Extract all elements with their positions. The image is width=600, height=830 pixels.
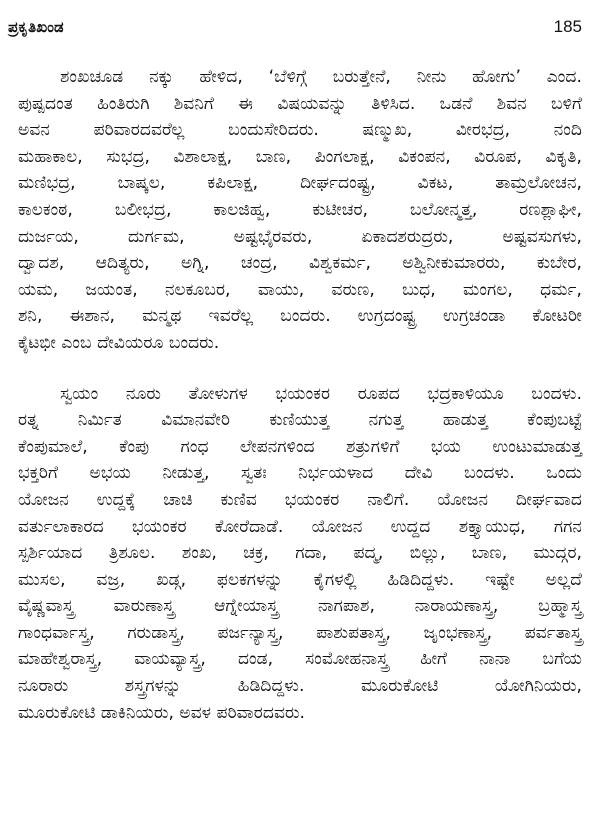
text-line: ಕೈಟಭೀ ಎಂಬ ದೇವಿಯರೂ ಬಂದರು. [18,332,220,353]
text-line: ಭಕ್ತರಿಗೆ ಅಭಯ ನೀಡುತ್ತ, ಸ್ವತಃ ನಿರ್ಭಯಳಾದ ದೇವಿ ಬಂದಳು. ಒಂದು [18,463,582,484]
page-number: 185 [553,17,582,36]
text-line: ಮಹಾಕಾಲ, ಸುಭದ್ರ, ವಿಶಾಲಾಕ್ಷ, ಬಾಣ, ಪಿಂಗಲಾಕ್ಷ, ವಿಕಂಪನ, ವಿರೂಪ, ವಿಕೃತಿ, [18,146,582,167]
text-line: ಕಾಲಕಂಠ, ಬಲೀಭದ್ರ, ಕಾಲಜಿಹ್ವ, ಕುಟೀಚರ, ಬಲೋನ್ಮತ್ತ, ರಣಶ್ಲಾಘೀ, [18,199,582,220]
text-line: ವರ್ತುಲಾಕಾರದ ಭಯಂಕರ ಕೋರೆದಾಡೆ. ಯೋಜನ ಉದ್ದದ ಶಕ್ತ್ಯಾಯುಧ, ಗಗನ [18,516,582,537]
text-line: ಗಾಂಧರ್ವಾಸ್ತ್ರ, ಗರುಡಾಸ್ತ್ರ, ಪರ್ಜನ್ಯಾಸ್ತ್ರ, ಪಾಶುಪತಾಸ್ತ್ರ, ಜೃಂಭಣಾಸ್ತ್ರ, ಪರ್ವತಾಸ್ತ್ರ [18,622,582,643]
text-line: ದುರ್ಜಯ, ದುರ್ಗಮ, ಅಷ್ಟಭೈರವರು, ಏಕಾದಶರುದ್ರರು, ಅಷ್ಟವಸುಗಳು, [18,226,582,247]
text-line: ದ್ವಾದಶ, ಆದಿತ್ಯರು, ಅಗ್ನಿ, ಚಂದ್ರ, ವಿಶ್ವಕರ್ಮ, ಅಶ್ವಿನೀಕುಮಾರರು, ಕುಬೇರ, [18,253,582,274]
text-line: ರತ್ನ ನಿರ್ಮಿತ ವಿಮಾನವೇರಿ ಕುಣಿಯುತ್ತ ನಗುತ್ತ ಹಾಡುತ್ತ ಕೆಂಪುಬಟ್ಟೆ [18,410,582,431]
text-line: ವೈಷ್ಣವಾಸ್ತ್ರ ವಾರುಣಾಸ್ತ್ರ ಆಗ್ನೇಯಾಸ್ತ್ರ ನಾಗಪಾಶ, ನಾರಾಯಣಾಸ್ತ್ರ, ಬ್ರಹ್ಮಾಸ್ತ್ರ [18,596,582,617]
text-line: ಶನಿ, ಈಶಾನ, ಮನ್ಮಥ ಇವರೆಲ್ಲ ಬಂದರು. ಉಗ್ರದಂಷ್ಟ್ರ ಉಗ್ರಚಂಡಾ ಕೋಟರೀ [18,306,582,327]
text-line: ಕೆಂಪುಮಾಲೆ, ಕೆಂಪು ಗಂಧ ಲೇಪನಗಳಿಂದ ಶತ್ರುಗಳಿಗೆ ಭಯ ಉಂಟುಮಾಡುತ್ತ [18,436,582,457]
text-line: ಸ್ಪರ್ಶಿಯಾದ ತ್ರಿಶೂಲ. ಶಂಖ, ಚಕ್ರ, ಗದಾ, ಪದ್ಮ, ಬಿಲ್ಲು, ಬಾಣ, ಮುದ್ಗರ, [18,543,582,564]
paragraph-2 [18,381,582,727]
page-header [8,14,582,40]
paragraph-1 [18,64,582,357]
text-line: ಪುಷ್ಪದಂತ ಹಿಂತಿರುಗಿ ಶಿವನಿಗೆ ಈ ವಿಷಯವನ್ನು ತಿಳಿಸಿದ. ಒಡನೆ ಶಿವನ ಬಳಿಗೆ [18,93,582,114]
text-line: ಮಾಹೇಶ್ವರಾಸ್ತ್ರ, ವಾಯವ್ಯಾಸ್ತ್ರ, ದಂಡ, ಸಂಮೋಹನಾಸ್ತ್ರ ಹೀಗೆ ನಾನಾ ಬಗೆಯ [18,649,582,670]
running-head: ಪ್ರಕೃತಿಖಂಡ [8,18,64,36]
text-line: ನೂರಾರು ಶಸ್ತ್ರಗಳನ್ನು ಹಿಡಿದಿದ್ದಳು. ಮೂರುಕೋಟಿ ಯೋಗಿನಿಯರು, [18,676,582,697]
text-line: ಮೂರುಕೋಟಿ ಡಾಕಿನಿಯರು, ಅವಳ ಪರಿವಾರದವರು. [18,702,306,723]
text-line: ಅವನ ಪರಿವಾರದವರೆಲ್ಲ ಬಂದುಸೇರಿದರು. ಷಣ್ಮುಖ, ವೀರಭದ್ರ, ನಂದಿ [18,120,582,141]
text-line: ಯೋಜನ ಉದ್ದಕ್ಕೆ ಚಾಚಿ ಕುಣಿವ ಭಯಂಕರ ನಾಲಿಗೆ. ಯೋಜನ ದೀರ್ಘವಾದ [18,489,582,510]
body-text [18,64,582,726]
text-line: ಸ್ವಯಂ ನೂರು ತೋಳುಗಳ ಭಯಂಕರ ರೂಪದ ಭದ್ರಕಾಳಿಯೂ ಬಂದಳು. [60,383,582,404]
text-line: ಮಣಿಭದ್ರ, ಬಾಷ್ಕಲ, ಕಪಿಲಾಕ್ಷ, ದೀರ್ಘದಂಷ್ಟ್ರ, ವಿಕಟ, ತಾಮ್ರಲೋಚನ, [18,173,582,194]
text-line: ಯಮ, ಜಯಂತ, ನಲಕೂಬರ, ವಾಯು, ವರುಣ, ಬುಧ, ಮಂಗಲ, ಧರ್ಮ, [18,279,582,300]
text-line: ಮುಸಲ, ವಜ್ರ, ಖಡ್ಗ, ಫಲಕಗಳನ್ನು ಕೈಗಳಲ್ಲಿ ಹಿಡಿದಿದ್ದಳು. ಇಷ್ಟೇ ಅಲ್ಲದೆ [18,569,582,590]
text-line: ಶಂಖಚೂಡ ನಕ್ಕು ಹೇಳಿದ, ‘ಬೆಳಿಗ್ಗೆ ಬರುತ್ತೇನೆ, ನೀನು ಹೋಗು’ ಎಂದ. [60,67,582,87]
